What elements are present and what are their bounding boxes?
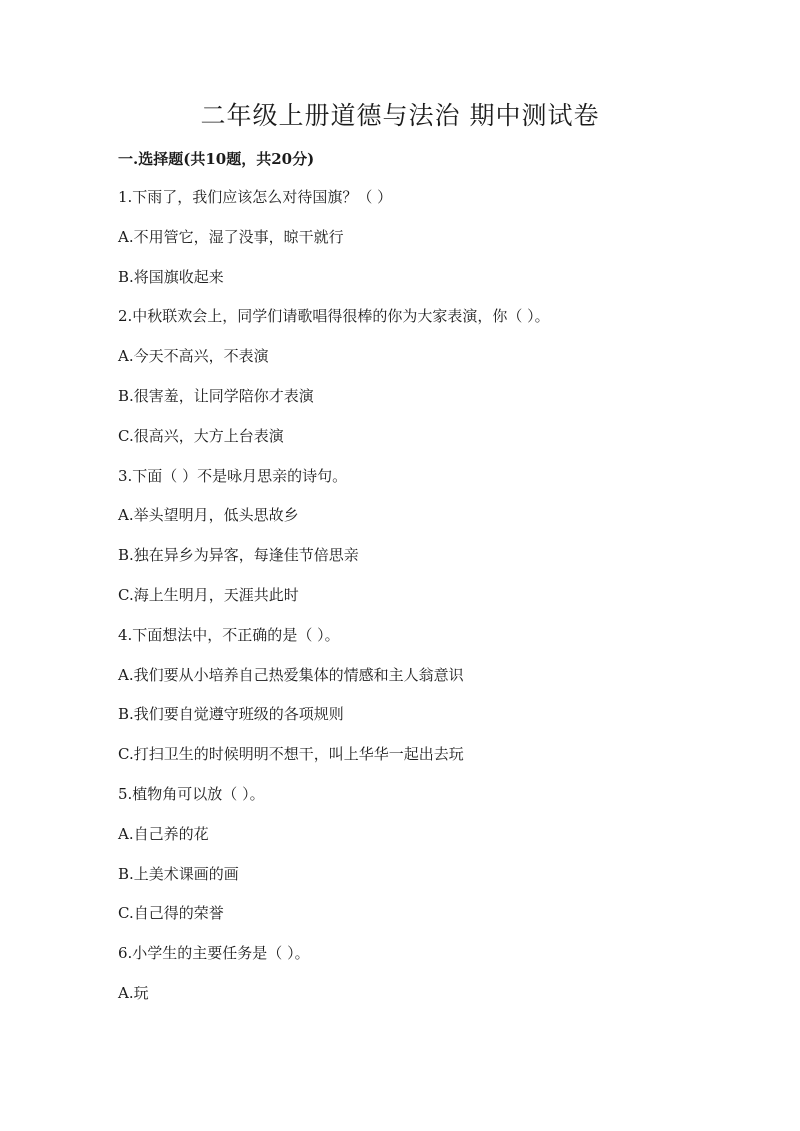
option-line: A.玩 <box>118 983 149 1002</box>
option-line: B.我们要自觉遵守班级的各项规则 <box>118 705 344 724</box>
section-heading: 一.选择题(共10题，共20分) <box>118 150 315 168</box>
option-line: A.举头望明月，低头思故乡 <box>118 506 299 525</box>
option-line: B.上美术课画的画 <box>118 864 239 883</box>
question-line: 1.下雨了，我们应该怎么对待国旗？（ ） <box>118 188 393 206</box>
question-list <box>118 186 718 1022</box>
question-line: 2.中秋联欢会上，同学们请歌唱得很棒的你为大家表演，你（ ）。 <box>118 307 550 326</box>
option-line: B.独在异乡为异客，每逢佳节倍思亲 <box>118 546 359 565</box>
option-line: B.很害羞，让同学陪你才表演 <box>118 386 314 405</box>
option-line: A.自己养的花 <box>118 824 209 843</box>
option-line: A.我们要从小培养自己热爱集体的情感和主人翁意识 <box>118 665 464 684</box>
question-line: 5.植物角可以放（ ）。 <box>118 784 265 803</box>
option-line: A.不用管它，湿了没事，晾干就行 <box>118 227 344 246</box>
option-line: B.将国旗收起来 <box>118 267 224 286</box>
option-line: C.自己得的荣誉 <box>118 904 224 923</box>
question-line: 3.下面（ ）不是咏月思亲的诗句。 <box>118 466 348 485</box>
question-line: 6.小学生的主要任务是（ ）。 <box>118 944 310 963</box>
option-line: C.海上生明月，天涯共此时 <box>118 585 299 604</box>
option-line: A.今天不高兴，不表演 <box>118 347 269 366</box>
question-line: 4.下面想法中，不正确的是（ ）。 <box>118 625 340 644</box>
page-title: 二年级上册道德与法治 期中测试卷 <box>200 101 600 130</box>
option-line: C.打扫卫生的时候明明不想干，叫上华华一起出去玩 <box>118 745 464 764</box>
option-line: C.很高兴，大方上台表演 <box>118 426 284 445</box>
